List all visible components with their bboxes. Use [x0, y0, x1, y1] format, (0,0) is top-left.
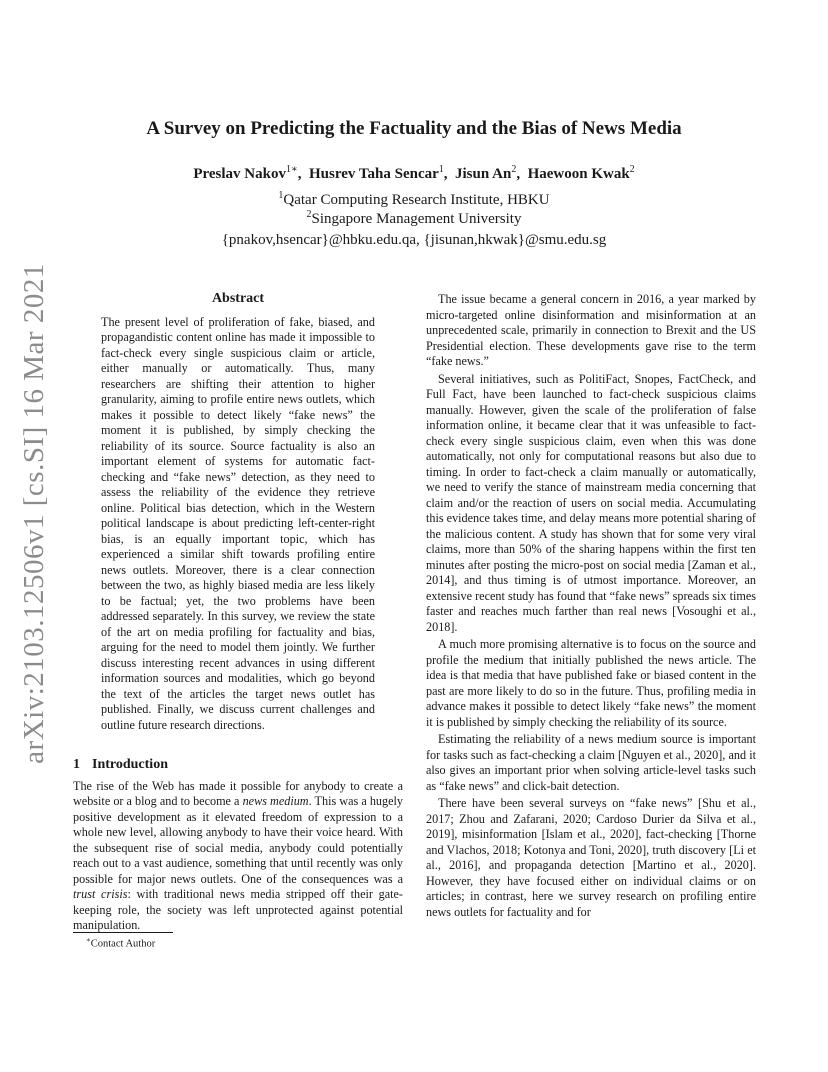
body-paragraph: The issue became a general concern in 2016, a year marked by micro-targeted online disinformation and misinformation at an unprecedented scale, primarily in connection to Brexit and the US Presidential election. These developments gave rise to the term “fake news.” — [426, 292, 756, 368]
author-emails: {pnakov,hsencar}@hbku.edu.qa, {jisunan,hkwak}@smu.edu.sg — [221, 232, 607, 248]
section-heading-introduction — [73, 757, 403, 773]
author-name: Preslav Nakov — [193, 166, 286, 182]
text-run: : with traditional news media stripped off their gate-keeping role, the society was left unprotected against potential manipulation. — [73, 887, 403, 932]
introduction-paragraph — [73, 779, 403, 934]
emphasis-text: trust crisis — [73, 887, 128, 901]
footnote-text: Contact Author — [90, 938, 156, 950]
text-run: The rise of the Web has made it possible for anybody to create a website or a blog and to become a — [73, 778, 403, 808]
footnote-divider — [73, 932, 173, 933]
affiliation — [0, 190, 828, 209]
footnote — [86, 936, 155, 950]
affiliation-mark: 1 — [278, 190, 284, 201]
arxiv-identifier-stamp[interactable] — [14, 263, 54, 763]
abstract-heading: Abstract — [211, 291, 265, 306]
emphasis-text: news medium — [242, 794, 309, 808]
footnote-mark: ∗ — [86, 936, 91, 944]
affiliation — [0, 209, 828, 228]
body-paragraph: A much more promising alternative is to focus on the source and profile the medium that initially published the news article. The idea is that media that have published fake or biased content in the past are more likely to do so in the future. Thus, profiling media in advance makes it possible to detect likely “fake news” the moment it is published by simply checking the reliability of its source. — [426, 637, 756, 729]
body-paragraph: Estimating the reliability of a news medium source is important for tasks such as fact-checking a claim [Nguyen et al., 2020], and it also gives an important prior when solving article-level tasks such as “fake news” and click-bait detection. — [426, 732, 756, 793]
affiliation-mark: 2 — [306, 209, 312, 220]
abstract-text: The present level of proliferation of fake, biased, and propagandistic content online has made it impossible to fact-check every single suspicious claim or article, either manually or automatically. Thus, many researchers are shifting their attention to higher granularity, aiming to profile entire news outlets, which makes it possible to detect likely “fake news” the moment it is published, by simply checking the reliability of its source. Source factuality is also an important element of systems for automatic fact-checking and “fake news” detection, as they need to assess the reliability of the evidence they retrieve online. Political bias detection, which in the Western political landscape is about predicting left-center-right bias, is an equally important topic, which has experienced a similar shift towards profiling entire news outlets. Moreover, there is a clear connection between the two, as highly biased media are less likely to be factual; yet, the two problems have been addressed separately. In this survey, we review the state of the art on media profiling for factuality and bias, arguing for the need to model them jointly. We further discuss interesting recent advances in using different information sources and modalities, which go beyond the text of the articles the target news outlet has published. Finally, we discuss current challenges and outline future research directions. — [101, 314, 375, 732]
text-run: . This was a hugely positive development as it elevated freedom of expression to a whole new level, allowing anybody to have their voice heard. With the subsequent rise of social media, anybody could potentially reach out to a vast audience, something that until recently was only possible for major news outlets. One of the consequences was a — [73, 794, 404, 886]
author-name: Jisun An — [455, 166, 512, 182]
section-title: Introduction — [92, 757, 168, 772]
author-affiliation-mark: 2 — [511, 164, 517, 175]
left-column — [73, 291, 403, 934]
arxiv-identifier-text: arXiv:2103.12506v1 [cs.SI] 16 Mar 2021 — [17, 262, 50, 764]
author-affiliation-mark: 1∗ — [285, 164, 298, 175]
right-column — [426, 292, 756, 920]
section-number: 1 — [73, 757, 80, 772]
affiliation-text: Qatar Computing Research Institute, HBKU — [283, 192, 550, 208]
body-paragraph: Several initiatives, such as PolitiFact, Snopes, FactCheck, and Full Fact, have been launched to fact-check suspicious claims manually. However, given the scale of the proliferation of false information online, it became clear that it was unfeasible to fact-check every single suspicious claim, even when this was done automatically, not only for computational reasons but also due to timing. In order to fact-check a claim manually or automatically, we need to verify the stance of mainstream media concerning that claim and/or the reaction of users on social media. Accumulating this evidence takes time, and delay means more potential sharing of the malicious content. A study has shown that for some very viral claims, more than 50% of the sharing happens within the first ten minutes after posting the micro-post on social media [Zaman et al., 2014], and thus timing is of utmost importance. Moreover, an extensive recent study has found that “fake news” spreads six times faster and reaches much farther than real news [Vosoughi et al., 2018]. — [426, 371, 756, 634]
author-affiliation-mark: 1 — [438, 164, 444, 175]
author-list: Preslav Nakov$^{1∗}$, Husrev Taha Sencar$^1$, Jisun An$^2$, Haewoon Kwak$^2$ — [193, 164, 635, 182]
affiliation-text: Singapore Management University — [311, 211, 522, 227]
paper-title: A Survey on Predicting the Factuality and the Bias of News Media — [146, 118, 682, 139]
author-name: Husrev Taha Sencar — [309, 166, 439, 182]
author-affiliation-mark: 2 — [629, 164, 635, 175]
body-paragraph: There have been several surveys on “fake news” [Shu et al., 2017; Zhou and Zafarani, 2020; Cardoso Durier da Silva et al., 2019], misinformation [Islam et al., 2020], fact-checking [Thorne and Vlachos, 2018; Kotonya and Toni, 2020], truth discovery [Li et al., 2016], and propaganda detection [Martino et al., 2020]. However, they have focused either on individual claims or on articles; in contrast, here we survey research on profiling entire news outlets for factuality and for — [426, 796, 756, 919]
author-name: Haewoon Kwak — [527, 166, 630, 182]
